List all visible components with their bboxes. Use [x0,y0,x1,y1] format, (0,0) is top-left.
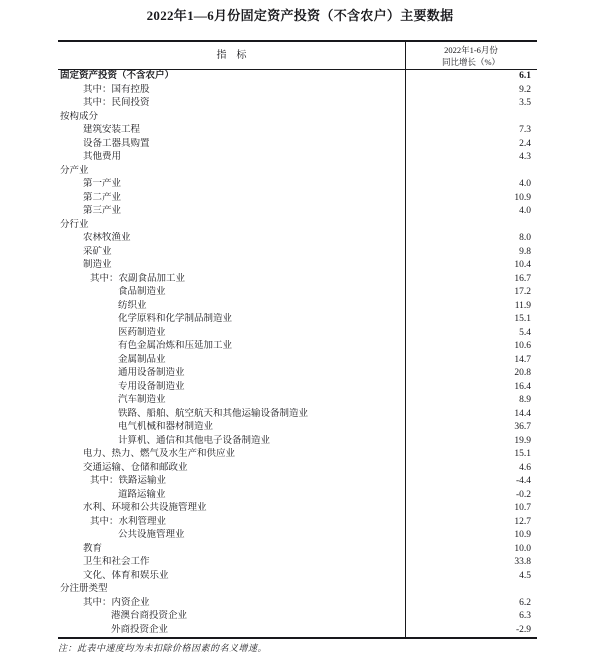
row-growth-value: 3.5 [519,98,531,108]
row-growth-value: 20.8 [514,368,531,378]
table-row [58,300,537,314]
table-row [58,462,537,476]
row-growth-value: -0.2 [515,489,531,500]
row-indicator-label: 医药制造业 [118,327,166,338]
row-indicator-label: 交通运输、仓储和邮政业 [83,462,188,473]
row-indicator-label: 其中：铁路运输业 [90,476,167,486]
row-growth-value: 9.2 [519,84,531,95]
row-indicator-label: 文化、体育和娱乐业 [83,570,169,581]
table-row [58,259,537,273]
table-row [58,192,537,206]
row-indicator-label: 固定资产投资（不含农户） [60,71,175,81]
header-indicator-label: 指 标 [216,50,247,61]
row-growth-value: 12.7 [514,516,531,527]
row-indicator-label: 农林牧渔业 [83,233,131,243]
row-growth-value: 10.4 [514,260,531,270]
row-indicator-label: 其中：内资企业 [83,597,150,608]
table-row [58,583,537,597]
row-indicator-label: 制造业 [83,260,112,270]
row-indicator-label: 分产业 [60,165,89,176]
row-growth-value: 14.4 [514,408,531,419]
table-row [58,570,537,584]
row-indicator-label: 第一产业 [83,179,122,189]
row-indicator-label: 其中：民间投资 [83,98,150,108]
table-row [58,84,537,98]
header-value-line2: 同比增长（%） [441,57,501,67]
row-growth-value: 10.7 [514,503,531,513]
row-growth-value: 6.1 [519,71,531,81]
main-data-table [58,40,537,639]
row-indicator-label: 计算机、通信和其他电子设备制造业 [118,435,271,446]
table-row [58,178,537,192]
row-indicator-label: 港澳台商投资企业 [111,611,188,621]
row-growth-value: 9.8 [519,246,531,257]
table-row [58,151,537,165]
row-indicator-label: 其他费用 [83,152,122,162]
row-indicator-label: 卫生和社会工作 [83,557,150,567]
row-indicator-label: 道路运输业 [118,489,166,500]
row-indicator-label: 电气机械和器材制造业 [118,422,214,432]
row-indicator-label: 专用设备制造业 [118,381,185,392]
table-row [58,327,537,341]
row-growth-value: 8.9 [519,395,531,405]
table-row [58,354,537,368]
footnote: 注：此表中速度均为未扣除价格因素的名义增速。 [58,643,268,653]
row-growth-value: 10.9 [514,530,531,540]
table-row [58,475,537,489]
table-row [58,273,537,287]
header-value-label [405,42,537,69]
header-value-line1: 2022年1-6月份 [444,45,498,55]
table-row [58,597,537,611]
row-growth-value: 4.3 [519,152,531,162]
row-growth-value [405,165,537,179]
row-indicator-label: 食品制造业 [118,287,166,297]
row-indicator-label: 其中：水利管理业 [90,516,167,527]
table-row [58,138,537,152]
row-growth-value: 16.4 [514,381,531,392]
row-growth-value: 6.2 [519,597,531,608]
table-row [58,70,537,84]
table-row [58,205,537,219]
row-growth-value: 19.9 [514,435,531,446]
table-row [58,111,537,125]
table-row [58,489,537,503]
table-body [58,70,537,637]
table-row [58,435,537,449]
row-growth-value: 4.6 [519,462,531,473]
row-indicator-label: 通用设备制造业 [118,368,185,378]
row-growth-value: 4.0 [519,179,531,189]
row-indicator-label: 金属制品业 [118,354,166,365]
row-growth-value: 15.1 [514,314,531,324]
table-row [58,516,537,530]
row-growth-value: 6.3 [519,611,531,621]
row-growth-value: 14.7 [514,354,531,365]
row-growth-value [405,111,537,125]
row-growth-value: 16.7 [514,273,531,284]
table-row [58,219,537,233]
row-indicator-label: 电力、热力、燃气及水生产和供应业 [83,449,236,459]
row-indicator-label: 其中：国有控股 [83,84,150,95]
table-row [58,448,537,462]
row-indicator-label: 公共设施管理业 [118,530,185,540]
row-growth-value: 8.0 [519,233,531,243]
table-row [58,610,537,624]
row-indicator-label: 有色金属冶炼和压延加工业 [118,341,233,351]
table-row [58,624,537,638]
table-row [58,367,537,381]
table-row [58,313,537,327]
row-indicator-label: 化学原料和化学制品制造业 [118,314,233,324]
table-row [58,165,537,179]
row-growth-value: 10.9 [514,192,531,203]
row-indicator-label: 设备工器具购置 [83,138,150,149]
row-indicator-label: 教育 [83,543,103,554]
row-growth-value: 17.2 [514,287,531,297]
row-indicator-label: 分行业 [60,219,89,230]
table-row [58,246,537,260]
table-row [58,97,537,111]
row-growth-value: 4.0 [519,206,531,216]
table-row [58,394,537,408]
table-row [58,340,537,354]
table-row [58,408,537,422]
row-indicator-label: 外商投资企业 [111,624,169,635]
row-growth-value: 10.0 [514,543,531,554]
table-row [58,502,537,516]
row-growth-value: 5.4 [519,327,531,338]
row-indicator-label: 其中：农副食品加工业 [90,273,186,284]
row-indicator-label: 第二产业 [83,192,122,203]
row-growth-value: 10.6 [514,341,531,351]
row-growth-value: 4.5 [519,570,531,581]
row-growth-value: 11.9 [514,300,531,311]
row-indicator-label: 建筑安装工程 [83,125,141,135]
table-row [58,421,537,435]
table-row [58,232,537,246]
row-growth-value: -2.9 [515,624,531,635]
table-header-row [58,42,537,70]
row-growth-value: 7.3 [519,125,531,135]
table-row [58,124,537,138]
table-row [58,529,537,543]
table-row [58,556,537,570]
row-indicator-label: 汽车制造业 [118,395,166,405]
row-growth-value [405,219,537,233]
table-row [58,543,537,557]
row-indicator-label: 分注册类型 [60,584,108,594]
row-indicator-label: 纺织业 [118,300,147,311]
row-indicator-label: 第三产业 [83,206,122,216]
row-growth-value: 36.7 [514,422,531,432]
row-growth-value: -4.4 [515,476,531,486]
table-row [58,381,537,395]
row-indicator-label: 水利、环境和公共设施管理业 [83,503,207,513]
row-indicator-label: 采矿业 [83,246,112,257]
row-indicator-label: 铁路、船舶、航空航天和其他运输设备制造业 [118,408,309,419]
row-growth-value: 33.8 [514,557,531,567]
row-indicator-label: 按构成分 [60,111,99,122]
row-growth-value: 15.1 [514,449,531,459]
table-row [58,286,537,300]
row-growth-value [405,583,537,597]
page-title: 2022年1—6月份固定资产投资（不含农户）主要数据 [146,8,454,23]
row-growth-value: 2.4 [519,138,531,149]
